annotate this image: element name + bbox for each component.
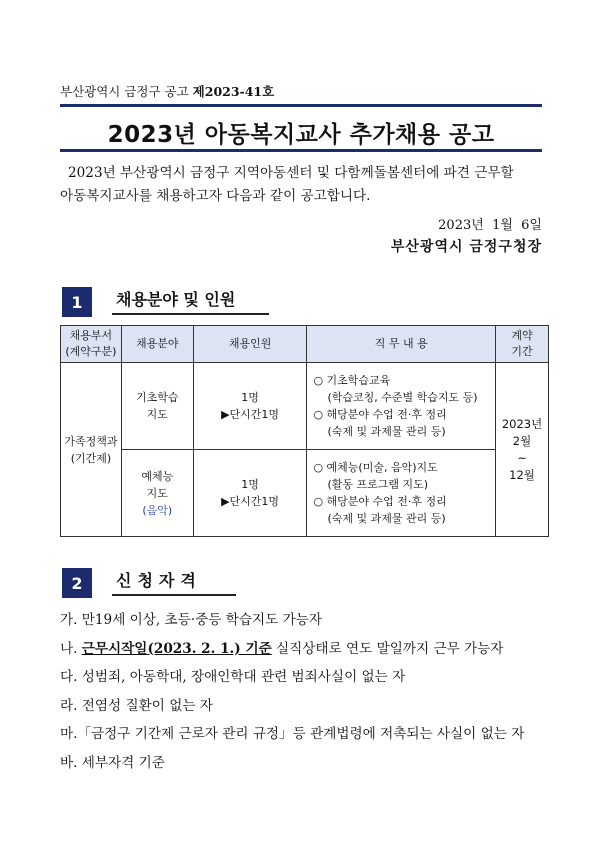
section-1-title: 채용분야 및 인원 — [112, 289, 269, 315]
section-1-header — [62, 286, 269, 318]
dept-cell — [61, 363, 122, 537]
section-2-title: 신청자격 — [112, 570, 236, 596]
page-title: 2023년 아동복지교사 추가채용 공고 — [107, 122, 495, 148]
duty-detail: (활동 프로그램 지도) — [327, 478, 429, 491]
duties-cell — [307, 363, 496, 450]
count-cell — [193, 363, 307, 450]
field-line-1: 예체능 — [141, 469, 174, 483]
intro-line-2: 아동복지교사를 채용하고자 다음과 같이 공고합니다. — [60, 188, 371, 204]
count-line-2: ▶단시간1명 — [221, 408, 280, 421]
dept-line-2: (기간제) — [70, 451, 112, 465]
duty-detail: (숙제 및 과제물 관리 등) — [327, 425, 446, 438]
list-item: 바. 세부자격 기준 — [60, 754, 165, 771]
table-row — [61, 450, 549, 537]
list-item: 마.「금정구 기간제 근로자 관리 규정」등 관계법령에 저촉되는 사실이 없는 자 — [60, 726, 525, 742]
header-dept — [61, 326, 122, 363]
list-item: 라. 전염성 질환이 없는 자 — [60, 697, 213, 714]
recruitment-table — [60, 325, 549, 537]
duty-item: ○ 해당분야 수업 전·후 정리 — [313, 495, 447, 508]
signer: 부산광역시 금정구청장 — [390, 239, 542, 255]
header-count: 채용인원 — [193, 326, 307, 363]
duty-detail: (학습코칭, 수준별 학습지도 등) — [327, 391, 478, 404]
header-period-line-1: 계약 — [511, 329, 533, 342]
section-2-header — [62, 567, 236, 599]
list-item: 다. 성범죄, 아동학대, 장애인학대 관련 범죄사실이 없는 자 — [60, 669, 406, 685]
qualifications-list — [60, 606, 524, 777]
header-dept-line-2: (계약구분) — [65, 345, 117, 358]
period-line-1: 2023년 — [501, 416, 543, 431]
list-item-emphasis: 근무시작일(2023. 2. 1.) 기준 — [81, 640, 272, 657]
duty-item: ○ 예체능(미술, 음악)지도 — [313, 461, 438, 474]
title-rule-top — [60, 104, 542, 107]
field-line-1: 기초학습 — [136, 391, 179, 404]
count-cell — [193, 450, 307, 537]
list-item-rest: 실직상태로 연도 말일까지 근무 가능자 — [271, 640, 504, 657]
duties-cell — [307, 450, 496, 537]
notice-date: 2023년 1월 6일 — [438, 218, 542, 233]
list-item — [60, 635, 524, 664]
duty-item: ○ 기초학습교육 — [313, 374, 391, 387]
count-line-1: 1명 — [241, 391, 259, 404]
period-cell — [496, 363, 549, 537]
field-subject: (음악) — [142, 503, 173, 517]
count-line-2: ▶단시간1명 — [221, 495, 280, 508]
field-line-2: 지도 — [146, 486, 168, 500]
field-cell — [121, 363, 193, 450]
intro-paragraph — [60, 162, 544, 208]
header-period-line-2: 기간 — [511, 345, 533, 358]
header-period — [496, 326, 549, 363]
header-duties: 직 무 내 용 — [307, 326, 496, 363]
count-line-1: 1명 — [241, 478, 259, 491]
section-2-number: 2 — [62, 568, 92, 598]
field-cell — [121, 450, 193, 537]
section-1-number: 1 — [62, 287, 92, 317]
table-row — [61, 363, 549, 450]
list-item-prefix: 나. — [60, 640, 82, 657]
field-line-2: 지도 — [146, 408, 168, 421]
list-item: 가. 만19세 이상, 초등·중등 학습지도 가능자 — [60, 612, 322, 628]
duty-detail: (숙제 및 과제물 관리 등) — [327, 512, 446, 525]
title-rule-bottom — [60, 149, 542, 152]
period-line-2: 2월 — [512, 433, 532, 448]
notice-number-prefix: 부산광역시 금정구 공고 — [60, 84, 193, 99]
period-line-3: ~ — [517, 450, 527, 465]
intro-line-1: 2023년 부산광역시 금정구 지역아동센터 및 다함께돌봄센터에 파견 근무할 — [68, 165, 514, 181]
period-line-4: 12월 — [509, 467, 535, 482]
dept-line-1: 가족정책과 — [64, 434, 118, 448]
header-field: 채용분야 — [121, 326, 193, 363]
header-dept-line-1: 채용부서 — [69, 329, 113, 342]
notice-number-value: 제2023-41호 — [192, 84, 275, 99]
notice-number — [60, 82, 274, 100]
duty-item: ○ 해당분야 수업 전·후 정리 — [313, 408, 447, 421]
